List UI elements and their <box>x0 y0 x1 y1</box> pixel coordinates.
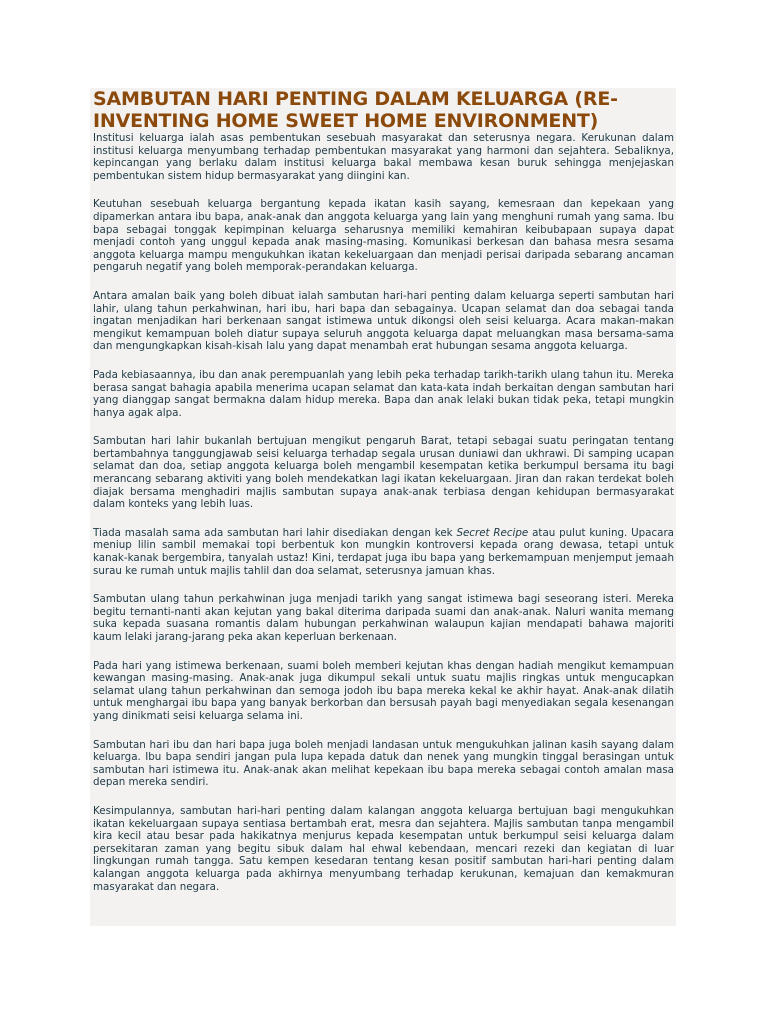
paragraph-8: Pada hari yang istimewa berkenaan, suami boleh memberi kejutan khas dengan hadiah mengikut kemampuan kewangan masing-masing. Anak-anak juga dikumpul sekali untuk suatu majlis ringkas untuk mengucapkan selamat ulang tahun perkahwinan dan semoga jodoh ibu bapa mereka kekal ke akhir hayat. Anak-anak dilatih untuk menghargai ibu bapa yang banyak berkorban dan bersusah payah bagi menyediakan segala kesenangan yang dinikmati seisi keluarga selama ini. <box>93 659 674 722</box>
paragraph-4: Pada kebiasaannya, ibu dan anak perempuanlah yang lebih peka terhadap tarikh-tarikh ulang tahun itu. Mereka berasa sangat bahagia apabila menerima ucapan selamat dan kata-kata indah berkaitan dengan sambutan hari yang dianggap sangat bermakna dalam hidup mereka. Bapa dan anak lelaki bukan tidak peka, tetapi mungkin hanya agak alpa. <box>93 368 674 419</box>
paragraph-6-start: Tiada masalah sama ada sambutan hari lahir disediakan dengan kek <box>93 526 457 539</box>
paragraph-6 <box>93 527 674 577</box>
paragraph-9: Sambutan hari ibu dan hari bapa juga boleh menjadi landasan untuk mengukuhkan jalinan kasih sayang dalam keluarga. Ibu bapa sendiri jangan pula lupa kepada datuk dan nenek yang mungkin tinggal berasingan untuk sambutan hari istimewa itu. Anak-anak akan melihat kepekaan ibu bapa mereka sebagai contoh amalan masa depan mereka sendiri. <box>93 738 674 789</box>
paragraph-2: Keutuhan sesebuah keluarga bergantung kepada ikatan kasih sayang, kemesraan dan kepekaan yang dipamerkan antara ibu bapa, anak-anak dan anggota keluarga yang lain yang menghuni rumah yang sama. Ibu bapa sebagai tonggak kepimpinan keluarga seharusnya memiliki kemahiran keibubapaan supaya dapat menjadi contoh yang unggul kepada anak masing-masing. Komunikasi berkesan dan bahasa mesra sesama anggota keluarga mampu mengukuhkan ikatan kekeluargaan dan menjadi perisai daripada sebarang ancaman pengaruh negatif yang boleh memporak-perandakan keluarga. <box>93 198 674 274</box>
paragraph-6-end: atau pulut kuning. Upacara meniup lilin sambil memakai topi berbentuk kon mungkin kontroversi kepada orang dewasa, tetapi untuk kanak-kanak bergembira, tanyalah ustaz! Kini, terdapat juga ibu bapa yang berkemampuan menjemput jemaah surau ke rumah untuk majlis tahlil dan doa selamat, seterusnya jamuan khas. <box>93 526 674 577</box>
paragraph-5: Sambutan hari lahir bukanlah bertujuan mengikut pengaruh Barat, tetapi sebagai suatu peringatan tentang bertambahnya tanggungjawab seisi keluarga terhadap segala urusan duniawi dan ukhrawi. Di samping ucapan selamat dan doa, setiap anggota keluarga boleh mengambil kesempatan ketika berkumpul bersama itu bagi merancang sebarang aktiviti yang boleh mendekatkan lagi ikatan kekeluargaan. Jiran dan rakan terdekat boleh diajak bersama menghadiri majlis sambutan supaya anak-anak terbiasa dengan kehidupan bermasyarakat dalam konteks yang lebih luas. <box>93 435 674 511</box>
paragraph-1: Institusi keluarga ialah asas pembentukan sesebuah masyarakat dan seterusnya negara. Kerukunan dalam institusi keluarga menyumbang terhadap pembentukan masyarakat yang harmoni dan sejahtera. Sebaliknya, kepincangan yang berlaku dalam institusi keluarga bakal membawa kesan buruk sehingga menjejaskan pembentukan sistem hidup bermasyarakat yang diingini kan. <box>93 132 674 182</box>
brand-name-secret-recipe: Secret Recipe <box>456 526 529 539</box>
paragraph-3: Antara amalan baik yang boleh dibuat ialah sambutan hari-hari penting dalam keluarga seperti sambutan hari lahir, ulang tahun perkahwinan, hari ibu, hari bapa dan sebagainya. Ucapan selamat dan doa sebagai tanda ingatan menjadikan hari berkenaan sangat istimewa untuk dikongsi oleh seisi keluarga. Acara makan-makan mengikut kemampuan boleh diatur supaya seluruh anggota keluarga dapat meluangkan masa bersama-sama dan mengungkapkan kisah-kisah lalu yang dapat menambah erat hubungan sesama anggota keluarga. <box>93 289 674 353</box>
article-title: SAMBUTAN HARI PENTING DALAM KELUARGA (RE-INVENTING HOME SWEET HOME ENVIRONMENT) <box>93 88 618 132</box>
paragraph-7: Sambutan ulang tahun perkahwinan juga menjadi tarikh yang sangat istimewa bagi seseorang isteri. Mereka begitu ternanti-nanti akan kejutan yang bakal diterima daripada suami dan anak-anak. Naluri wanita memang suka kepada suasana romantis dalam hubungan perkahwinan walaupun kajian mendapati bahawa majoriti kaum lelaki jarang-jarang peka akan keperluan berkenaan. <box>93 593 674 643</box>
article-body <box>90 88 676 926</box>
paragraph-10: Kesimpulannya, sambutan hari-hari penting dalam kalangan anggota keluarga bertujuan bagi mengukuhkan ikatan kekeluargaan supaya sentiasa bertambah erat, mesra dan sejahtera. Majlis sambutan tanpa mengambil kira kecil atau besar pada hakikatnya menjurus kepada kesempatan untuk berkumpul seisi keluarga dalam persekitaran zaman yang begitu sibuk dalam hal ehwal kebendaan, mencari rezeki dan kegiatan di luar lingkungan rumah tangga. Satu kempen kesedaran tentang kesan positif sambutan hari-hari penting dalam kalangan anggota keluarga pada akhirnya menyumbang terhadap kerukunan, kemajuan dan kemakmuran masyarakat dan negara. <box>93 804 674 893</box>
